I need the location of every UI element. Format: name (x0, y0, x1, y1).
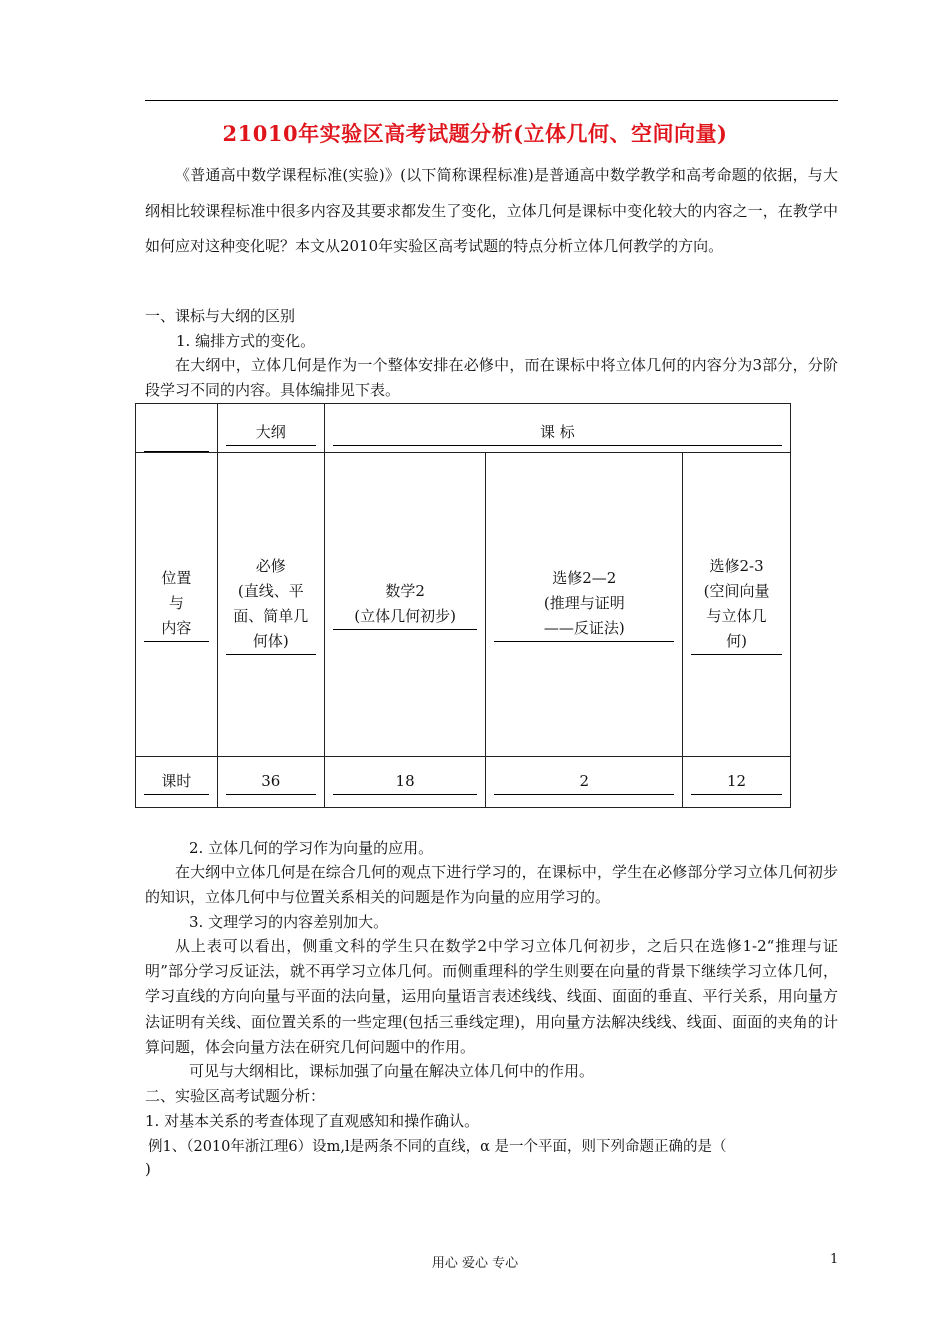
curriculum-table (135, 403, 791, 808)
page-title: 21010年实验区高考试题分析(立体几何、空间向量) (222, 121, 728, 146)
header-dagang-cell: 大纲 (217, 404, 324, 453)
subheading-3: 3. 文理学习的内容差别加大。 (189, 913, 389, 931)
hours-xuanxiu23-cell: 12 (683, 756, 791, 807)
sub2-paragraph: 在大纲中立体几何是在综合几何的观点下进行学习的，在课标中，学生在必修部分学习立体几何初步的知识，立体几何中与位置关系相关的问题是作为向量的应用学习的。 (145, 863, 838, 907)
conclusion-line: 可见与大纲相比，课标加强了向量在解决立体几何中的作用。 (189, 1062, 595, 1080)
hours-xuanxiu22-cell: 2 (486, 756, 683, 807)
header-rule (145, 100, 838, 101)
sub1-paragraph: 在大纲中，立体几何是作为一个整体安排在必修中，而在课标中将立体几何的内容分为3部分，分阶段学习不同的内容。具体编排见下表。 (145, 356, 838, 400)
subheading-1: 1. 编排方式的变化。 (176, 332, 316, 350)
subheading-2: 2. 立体几何的学习作为向量的应用。 (189, 839, 434, 857)
cell-xuanxiu-2-2: 选修2—2 (推理与证明 ——反证法) (486, 453, 683, 756)
row-label-position: 位置 与 内容 (136, 453, 218, 756)
hours-shuxue2-cell: 18 (324, 756, 486, 807)
cell-bixiu: 必修 (直线、平 面、简单几 何体) (217, 453, 324, 756)
section-heading-2: 二、实验区高考试题分析： (145, 1087, 326, 1105)
hours-label-cell: 课时 (136, 756, 218, 807)
header-kebiao-cell: 课 标 (324, 404, 790, 453)
cell-shuxue2: 数学2 (立体几何初步) (324, 453, 486, 756)
item-heading-1: 1. 对基本关系的考查体现了直观感知和操作确认。 (145, 1112, 480, 1130)
cell-xuanxiu-2-3: 选修2-3 (空间向量 与立体几 何) (683, 453, 791, 756)
header-blank-cell (136, 404, 218, 453)
sub3-paragraph: 从上表可以看出，侧重文科的学生只在数学2中学习立体几何初步，之后只在选修1-2“推理与证明”部分学习反证法，就不再学习立体几何。而侧重理科的学生则要在向量的背景下继续学习立体几何，学习直线的方向向量与平面的法向量，运用向量语言表述线线、线面、面面的垂直、平行关系，用向量方法证明有关线、面位置关系的一些定理(包括三垂线定理)，用向量方法解决线线、线面、面面的夹角的计算问题，体会向量方法在研究几何问题中的作用。 (145, 937, 838, 1056)
intro-paragraph: 《普通高中数学课程标准(实验)》(以下简称课程标准)是普通高中数学教学和高考命题的依据，与大纲相比较课程标准中很多内容及其要求都发生了变化，立体几何是课标中变化较大的内容之一，在教学中如何应对这种变化呢？本文从2010年实验区高考试题的特点分析立体几何教学的方向。 (145, 166, 838, 255)
page-number: 1 (830, 1252, 839, 1267)
hours-bixiu-cell: 36 (217, 756, 324, 807)
example-1: 例1、（2010年浙江理6）设m,l是两条不同的直线，α 是一个平面，则下列命题正确的是（ (148, 1139, 727, 1155)
example-1-tail: ) (145, 1160, 151, 1178)
section-heading-1: 一、课标与大纲的区别 (145, 307, 296, 325)
page-footer: 用心 爱心 专心 (431, 1256, 519, 1271)
